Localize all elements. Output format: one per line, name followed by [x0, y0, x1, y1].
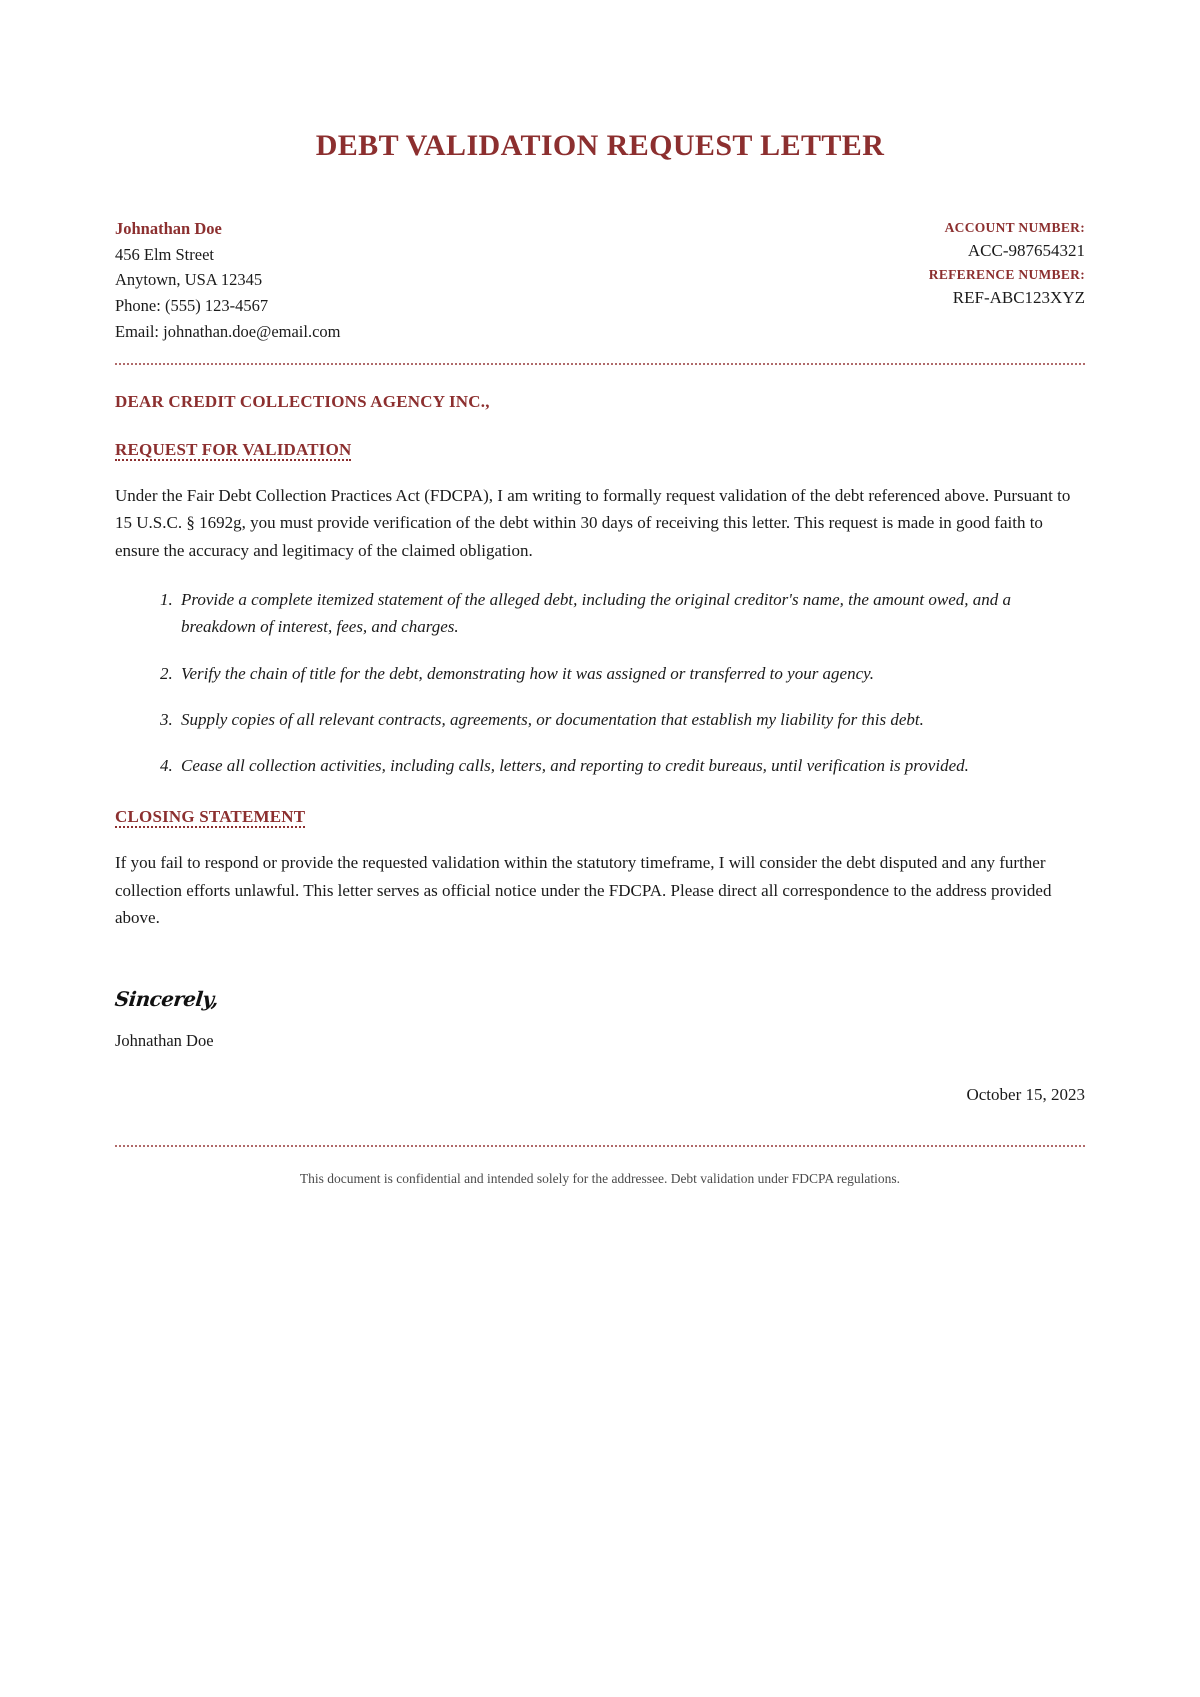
sender-address-block — [115, 216, 341, 345]
reference-number-value: REF-ABC123XYZ — [952, 288, 1085, 307]
section-heading-request: REQUEST FOR VALIDATION — [115, 439, 352, 459]
header-divider — [115, 363, 1085, 365]
list-item: 2. Verify the chain of title for the debt, demonstrating how it was assigned or transferred to your agency. — [177, 660, 1085, 687]
list-item: 4. Cease all collection activities, including calls, letters, and reporting to credit bureaus, until verification is provided. — [177, 752, 1085, 779]
signer-name: Johnathan Doe — [115, 1030, 214, 1050]
closing-section — [115, 779, 1085, 828]
reference-number-label: REFERENCE NUMBER: — [928, 266, 1085, 282]
list-item: 3. Supply copies of all relevant contracts, agreements, or documentation that establish my liability for this debt. — [177, 706, 1085, 733]
footer-divider — [115, 1145, 1085, 1147]
salutation: DEAR CREDIT COLLECTIONS AGENCY INC., — [115, 391, 490, 411]
request-section — [115, 412, 1085, 461]
request-paragraph: Under the Fair Debt Collection Practices Act (FDCPA), I am writing to formally request validation of the debt referenced above. Pursuant to 15 U.S.C. § 1692g, you must provide verification of the debt within 30 days of receiving this letter. This request is made in good faith to ensure the accuracy and legitimacy of the claimed obligation. — [115, 485, 1071, 560]
sender-city-state-zip: Anytown, USA 12345 — [115, 270, 263, 290]
list-item: 1. Provide a complete itemized statement of the alleged debt, including the original creditor's name, the amount owed, and a breakdown of interest, fees, and charges. — [177, 586, 1085, 640]
account-number-value: ACC-987654321 — [967, 241, 1085, 261]
sender-email: Email: johnathan.doe@email.com — [115, 321, 341, 341]
section-heading-closing: CLOSING STATEMENT — [115, 807, 306, 827]
page-title: DEBT VALIDATION REQUEST LETTER — [315, 129, 885, 162]
footer-note: This document is confidential and intended solely for the addressee. Debt validation under FDCPA regulations. — [299, 1170, 901, 1186]
account-details-block — [929, 216, 1085, 312]
closing-paragraph: If you fail to respond or provide the requested validation within the statutory timeframe, I will consider the debt disputed and any further collection efforts unlawful. This letter serves as official notice under the FDCPA. Please direct all correspondence to the address provided above. — [115, 853, 1052, 928]
letter-header — [115, 216, 1085, 345]
footer — [115, 1145, 1085, 1189]
letter-date: October 15, 2023 — [966, 1084, 1085, 1104]
account-number-label: ACCOUNT NUMBER: — [944, 220, 1085, 235]
request-items-list — [115, 586, 1085, 779]
sender-phone: Phone: (555) 123-4567 — [115, 296, 269, 316]
sender-name: Johnathan Doe — [115, 219, 222, 238]
sender-street: 456 Elm Street — [115, 244, 214, 264]
sign-off: Sincerely, — [113, 986, 220, 1011]
